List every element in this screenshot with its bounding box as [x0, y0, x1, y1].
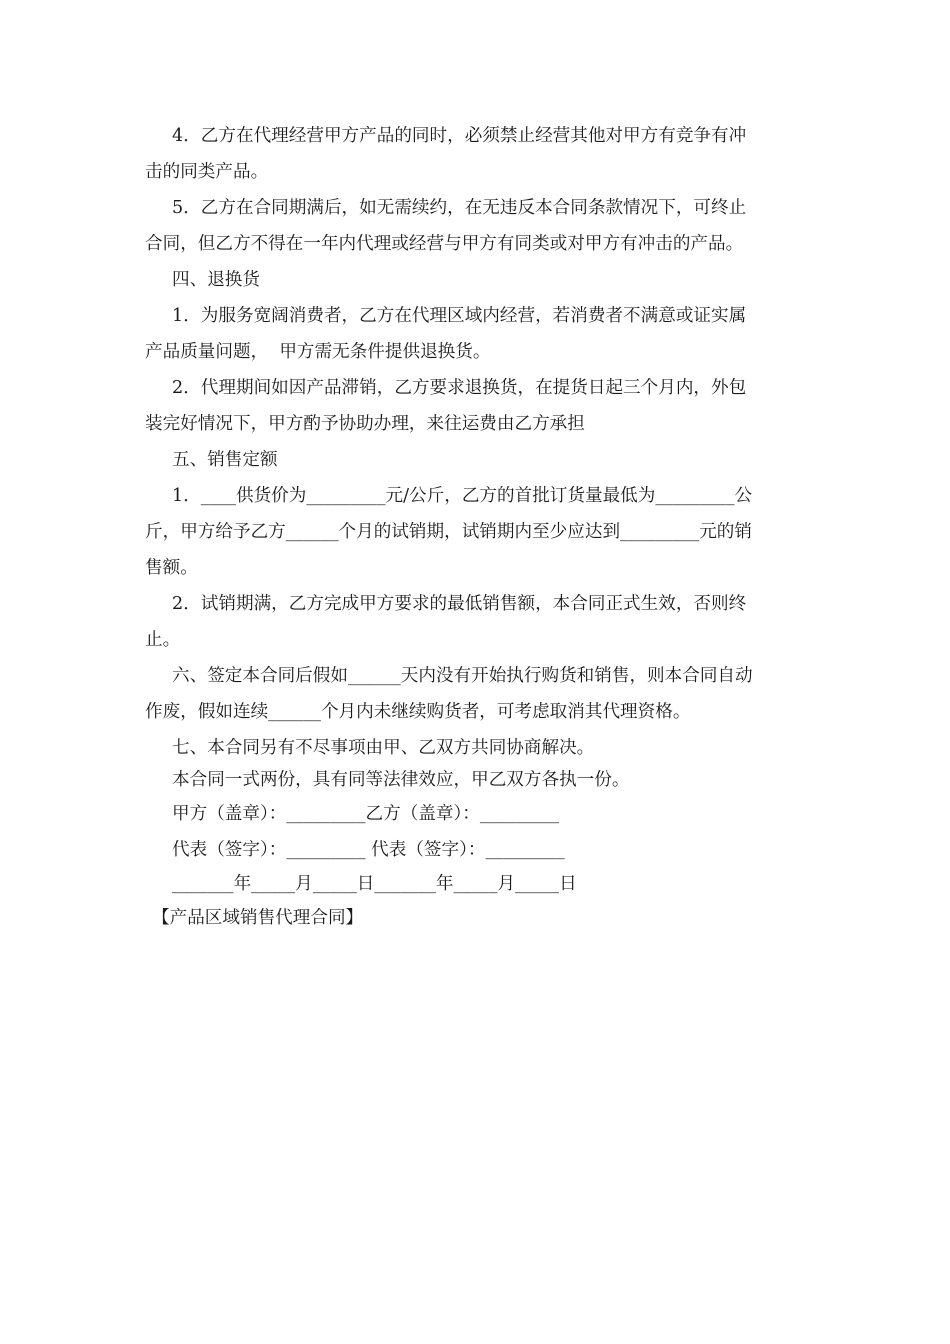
section-5-item-2-line-2: 止。 — [145, 630, 181, 650]
clause-3-5-line-2: 合同，但乙方不得在一年内代理或经营与甲方有同类或对甲方有冲击的产品。 — [145, 234, 744, 254]
section-5-item-1-line-1: 1．____供货价为_________元/公斤，乙方的首批订货量最低为_________公 — [172, 486, 753, 506]
section-7-line-1: 七、本合同另有不尽事项由甲、乙双方共同协商解决。 — [172, 738, 595, 758]
document-title: 【产品区域销售代理合同】 — [152, 908, 364, 928]
closing-seal-line: 甲方（盖章）：_________乙方（盖章）：_________ — [172, 804, 560, 824]
section-4-heading: 四、退换货 — [172, 270, 260, 290]
clause-3-4-line-1: 4．乙方在代理经营甲方产品的同时，必须禁止经营其他对甲方有竞争有冲 — [172, 126, 747, 146]
section-5-item-2-line-1: 2．试销期满，乙方完成甲方要求的最低销售额，本合同正式生效，否则终 — [172, 594, 747, 614]
closing-sign-line: 代表（签字）：_________ 代表（签字）：_________ — [172, 840, 565, 860]
section-6-line-2: 作废，假如连续______个月内未继续购货者，可考虑取消其代理资格。 — [145, 702, 691, 722]
section-4-item-1-line-1: 1．为服务宽阔消费者，乙方在代理区域内经营，若消费者不满意或证实属 — [172, 306, 747, 326]
section-5-item-1-line-3: 售额。 — [145, 558, 198, 578]
section-5-heading: 五、销售定额 — [172, 450, 278, 470]
section-5-item-1-line-2: 斤，甲方给予乙方______个月的试销期，试销期内至少应达到_________元的销 — [145, 522, 752, 542]
section-6-line-1: 六、签定本合同后假如______天内没有开始执行购货和销售，则本合同自动 — [172, 666, 753, 686]
section-4-item-2-line-1: 2．代理期间如因产品滞销，乙方要求退换货，在提货日起三个月内，外包 — [172, 378, 747, 398]
clause-3-4-line-2: 击的同类产品。 — [145, 162, 269, 182]
section-4-item-1-line-2: 产品质量问题， 甲方需无条件提供退换货。 — [145, 342, 491, 362]
closing-date-line: _______年_____月_____日_______年_____月_____日 — [172, 874, 577, 894]
section-4-item-2-line-2: 装完好情况下，甲方酌予协助办理，来往运费由乙方承担 — [145, 414, 585, 434]
closing-copies: 本合同一式两份，具有同等法律效应，甲乙双方各执一份。 — [172, 770, 630, 790]
clause-3-5-line-1: 5．乙方在合同期满后，如无需续约，在无违反本合同条款情况下，可终止 — [172, 198, 747, 218]
